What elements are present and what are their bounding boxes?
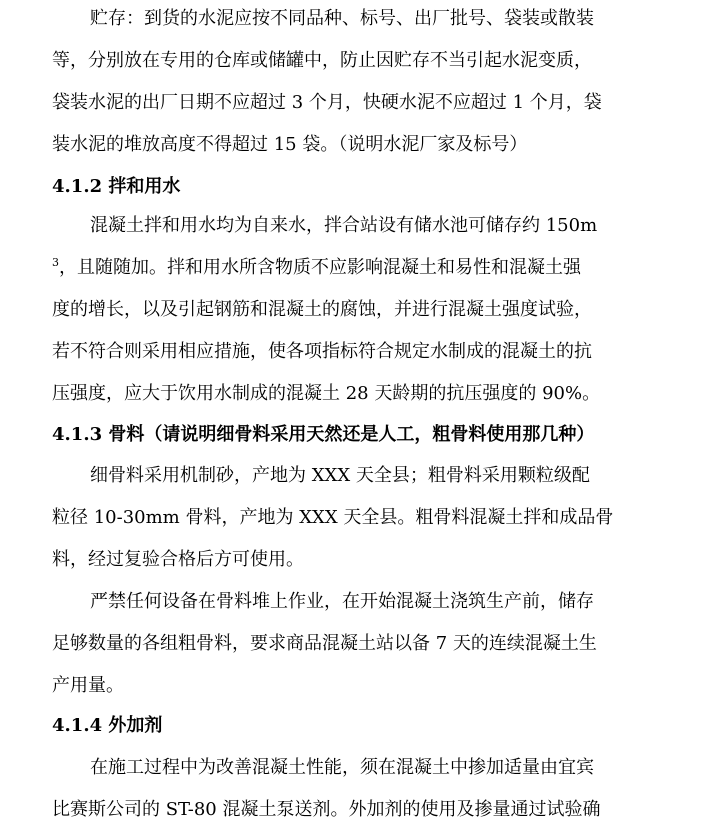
storage-line-1: 贮存：到货的水泥应按不同品种、标号、出厂批号、袋装或散装 xyxy=(90,8,594,29)
section-heading-4-1-2: 4.1.2 拌和用水 xyxy=(52,176,181,197)
storage-line-4: 装水泥的堆放高度不得超过 15 袋。（说明水泥厂家及标号） xyxy=(52,134,528,155)
water-line-5: 压强度，应大于饮用水制成的混凝土 28 天龄期的抗压强度的 90%。 xyxy=(52,383,601,404)
superscript-3: 3 xyxy=(52,256,59,269)
water-line-1: 混凝土拌和用水均为自来水，拌合站设有储水池可储存约 150m xyxy=(90,215,598,236)
section-heading-4-1-4: 4.1.4 外加剂 xyxy=(52,715,163,736)
storage-line-3: 袋装水泥的出厂日期不应超过 3 个月，快硬水泥不应超过 1 个月，袋 xyxy=(52,92,602,113)
water-line-2 xyxy=(52,253,581,283)
storage-line-2: 等，分别放在专用的仓库或储罐中，防止因贮存不当引起水泥变质， xyxy=(52,50,592,71)
admixture-line-2: 比赛斯公司的 ST-80 混凝土泵送剂。外加剂的使用及掺量通过试验确 xyxy=(52,799,601,820)
section-heading-4-1-3: 4.1.3 骨料（请说明细骨料采用天然还是人工，粗骨料使用那几种） xyxy=(52,424,595,445)
water-line-4: 若不符合则采用相应措施，使各项指标符合规定水制成的混凝土的抗 xyxy=(52,341,592,362)
water-line-3: 度的增长，以及引起钢筋和混凝土的腐蚀，并进行混凝土强度试验， xyxy=(52,299,592,320)
aggregate-para1-line-3: 料，经过复验合格后方可使用。 xyxy=(52,549,304,570)
aggregate-para2-line-2: 足够数量的各组粗骨料，要求商品混凝土站以备 7 天的连续混凝土生 xyxy=(52,633,597,654)
aggregate-para1-line-2: 粒径 10-30mm 骨料，产地为 XXX 天全县。粗骨料混凝土拌和成品骨 xyxy=(52,507,614,528)
water-line-2-text: ，且随随加。拌和用水所含物质不应影响混凝土和易性和混凝土强 xyxy=(59,257,581,278)
aggregate-para1-line-1: 细骨料采用机制砂，产地为 XXX 天全县；粗骨料采用颗粒级配 xyxy=(90,465,590,486)
admixture-line-1: 在施工过程中为改善混凝土性能，须在混凝土中掺加适量由宜宾 xyxy=(90,757,594,778)
aggregate-para2-line-1: 严禁任何设备在骨料堆上作业，在开始混凝土浇筑生产前，储存 xyxy=(90,591,594,612)
aggregate-para2-line-3: 产用量。 xyxy=(52,675,124,696)
